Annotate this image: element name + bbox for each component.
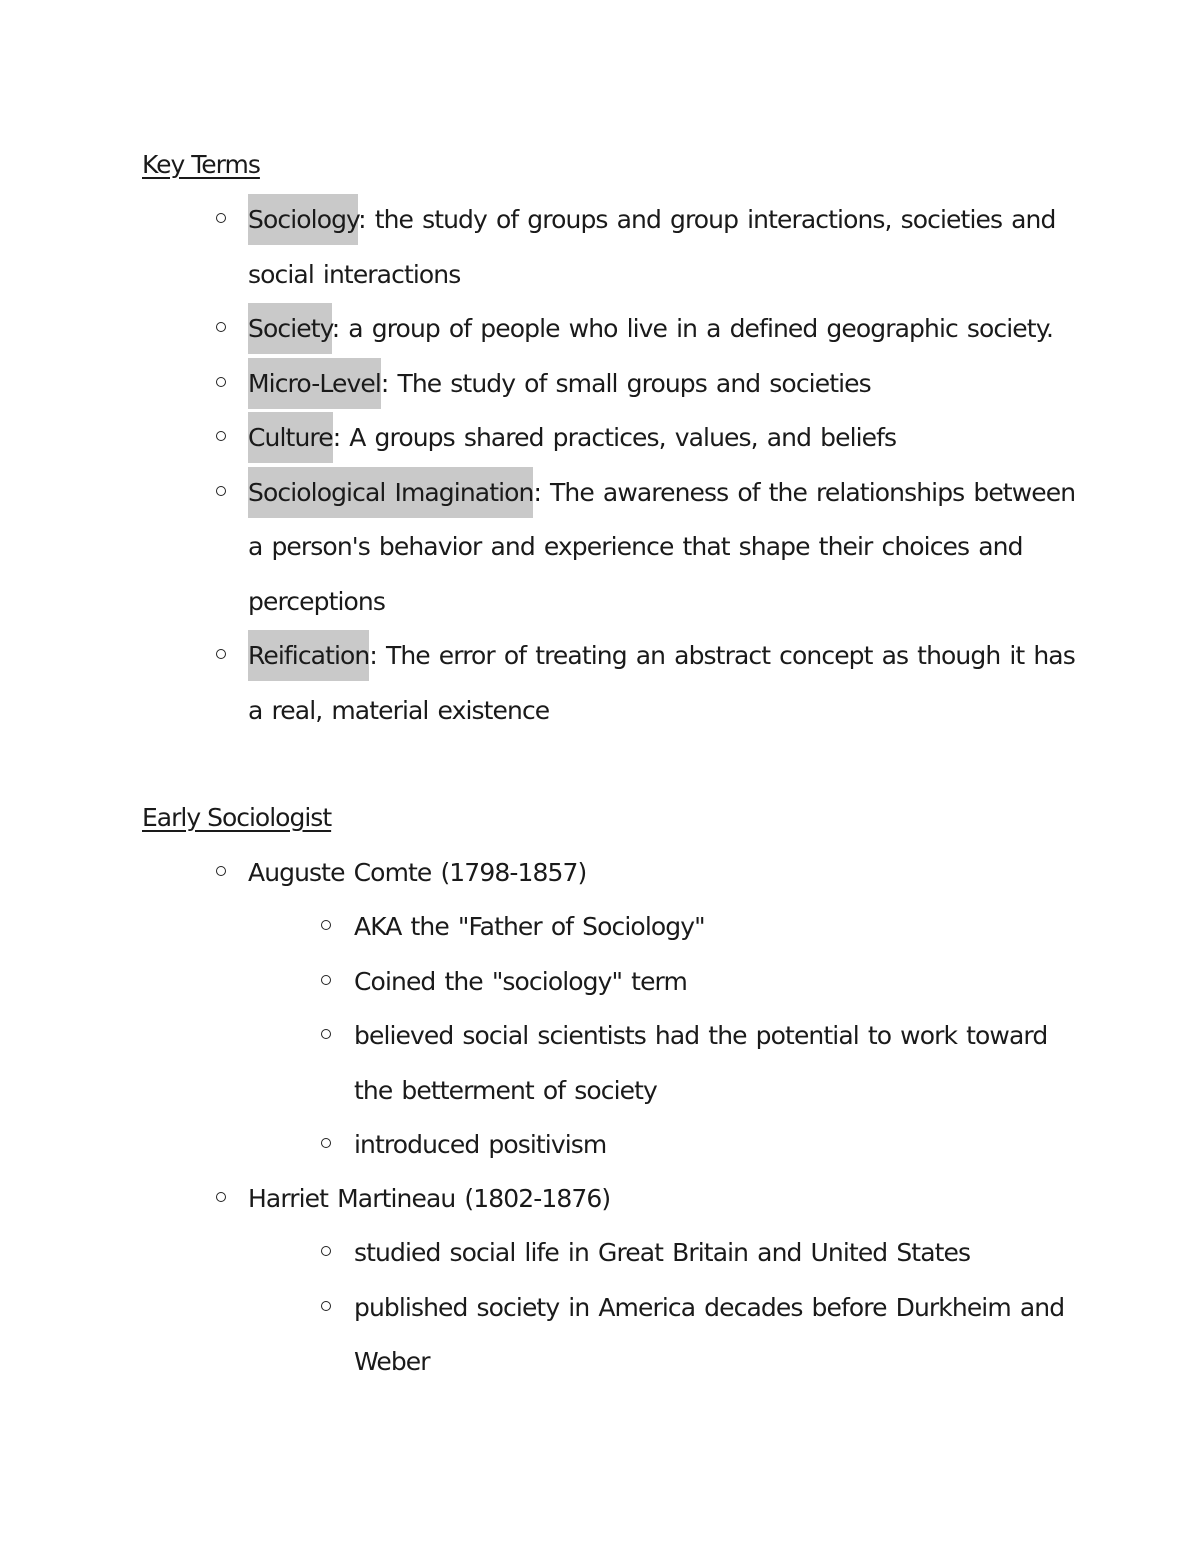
sociologist-martineau bbox=[248, 1172, 1078, 1227]
sociologist-comte bbox=[248, 846, 1078, 901]
hollow-circle-bullet-icon bbox=[216, 431, 226, 441]
sociologist-name: Harriet Martineau (1802-1876) bbox=[248, 1184, 611, 1213]
hollow-circle-bullet-icon bbox=[321, 975, 331, 985]
hollow-circle-bullet-icon bbox=[216, 486, 226, 496]
sociologist-list-2 bbox=[248, 1172, 1078, 1227]
hollow-circle-bullet-icon bbox=[216, 377, 226, 387]
hollow-circle-bullet-icon bbox=[216, 213, 226, 223]
sociologist-list bbox=[248, 846, 1078, 901]
comte-note bbox=[354, 1009, 1074, 1118]
key-term-definition: : The study of small groups and societies bbox=[380, 368, 871, 398]
key-term-definition: : a group of people who live in a defined geographic society. bbox=[331, 314, 1054, 343]
hollow-circle-bullet-icon bbox=[216, 1192, 226, 1202]
hollow-circle-bullet-icon bbox=[321, 1029, 331, 1039]
key-term-definition: : the study of groups and group interactions, societies and social interactions bbox=[248, 205, 1056, 289]
key-term-micro-level bbox=[248, 357, 1078, 412]
key-term-label: Sociology bbox=[248, 194, 358, 245]
hollow-circle-bullet-icon bbox=[321, 920, 331, 930]
key-term-label: Society bbox=[248, 303, 332, 354]
note-text: believed social scientists had the potential to work toward the betterment of society bbox=[354, 1021, 1048, 1105]
comte-note bbox=[354, 955, 1074, 1010]
key-term-definition: : The error of treating an abstract concept as though it has a real, material existence bbox=[248, 641, 1075, 725]
key-term-definition: : A groups shared practices, values, and beliefs bbox=[332, 423, 897, 452]
hollow-circle-bullet-icon bbox=[216, 866, 226, 876]
early-sociologist-heading: Early Sociologist bbox=[142, 803, 332, 832]
hollow-circle-bullet-icon bbox=[216, 322, 226, 332]
key-term-sociological-imagination bbox=[248, 466, 1078, 630]
note-text: introduced positivism bbox=[354, 1130, 607, 1159]
key-term-label: Sociological Imagination bbox=[248, 467, 533, 518]
note-text: published society in America decades before Durkheim and Weber bbox=[354, 1292, 1065, 1376]
key-term-reification bbox=[248, 629, 1078, 738]
key-term-sociology bbox=[248, 193, 1078, 302]
key-term-culture bbox=[248, 411, 1078, 466]
hollow-circle-bullet-icon bbox=[216, 649, 226, 659]
comte-note bbox=[354, 1118, 1074, 1173]
key-term-label: Culture bbox=[248, 412, 333, 463]
martineau-notes-list bbox=[354, 1226, 1074, 1390]
sociologist-name: Auguste Comte (1798-1857) bbox=[248, 858, 587, 887]
hollow-circle-bullet-icon bbox=[321, 1301, 331, 1311]
key-terms-heading: Key Terms bbox=[142, 150, 260, 179]
comte-note bbox=[354, 900, 1074, 955]
note-text: studied social life in Great Britain and United States bbox=[354, 1238, 971, 1267]
key-terms-list bbox=[248, 193, 1078, 738]
key-term-definition: : The awareness of the relationships between a person's behavior and experience that shape their choices and perceptions bbox=[248, 477, 1076, 616]
note-text: AKA the "Father of Sociology" bbox=[354, 912, 705, 941]
note-text: Coined the "sociology" term bbox=[354, 966, 687, 996]
comte-notes-list bbox=[354, 900, 1074, 1173]
key-term-label: Reification bbox=[248, 630, 369, 681]
martineau-note bbox=[354, 1281, 1074, 1390]
martineau-note bbox=[354, 1226, 1074, 1281]
key-term-label: Micro-Level bbox=[248, 358, 381, 409]
key-term-society bbox=[248, 302, 1078, 357]
hollow-circle-bullet-icon bbox=[321, 1246, 331, 1256]
hollow-circle-bullet-icon bbox=[321, 1138, 331, 1148]
